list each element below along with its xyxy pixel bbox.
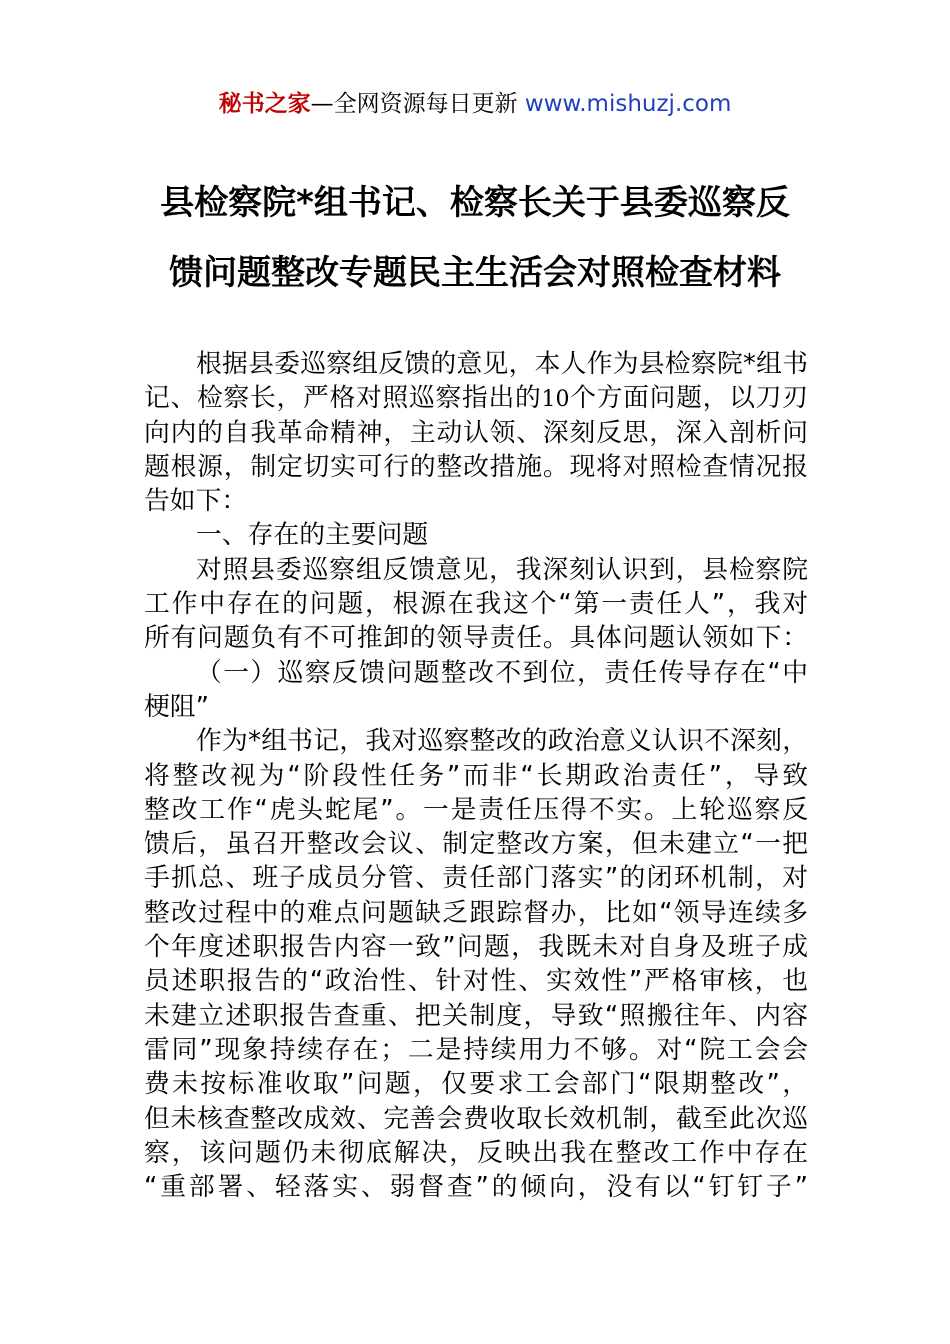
paragraph-line: 但未核查整改成效、完善会费收取长效机制，截至此次巡 (144, 1103, 808, 1134)
numeral: 10 (541, 387, 570, 413)
paragraph-line: 工作中存在的问题，根源在我这个“第一责任人”，我对 (144, 589, 808, 620)
site-url-link[interactable]: www.mishuzj.com (524, 91, 732, 117)
paragraph-line: “重部署、轻落实、弱督查”的倾向，没有以“钉钉子” (144, 1172, 808, 1203)
paragraph-line: 所有问题负有不可推卸的领导责任。具体问题认领如下： (144, 623, 808, 654)
site-tagline: —全网资源每日更新 (310, 91, 525, 117)
paragraph-line: 费未按标准收取”问题，仅要求工会部门“限期整改”， (144, 1069, 808, 1100)
paragraph-line: 整改过程中的难点问题缺乏跟踪督办，比如“领导连续多 (144, 897, 808, 928)
document-title (0, 168, 950, 308)
paragraph-line: 向内的自我革命精神，主动认领、深刻反思，深入剖析问 (144, 417, 808, 448)
document-body (144, 347, 808, 1204)
site-header (0, 86, 950, 122)
title-line: 县检察院*组书记、检察长关于县委巡察反 (160, 183, 790, 223)
paragraph-line: 馈后，虽召开整改会议、制定整改方案，但未建立“一把 (144, 829, 808, 860)
paragraph-line: 手抓总、班子成员分管、责任部门落实”的闭环机制，对 (144, 863, 808, 894)
paragraph-line: 题根源，制定切实可行的整改措施。现将对照检查情况报 (144, 451, 808, 482)
paragraph-line: 作为*组书记，我对巡察整改的政治意义认识不深刻， (196, 726, 808, 757)
paragraph-line: 未建立述职报告查重、把关制度，导致“照搬往年、内容 (144, 1000, 808, 1031)
paragraph-line: 告如下： (144, 486, 248, 517)
section-heading: 一、存在的主要问题 (196, 520, 429, 551)
paragraph-line: 员述职报告的“政治性、针对性、实效性”严格审核，也 (144, 966, 808, 997)
paragraph-line: 察，该问题仍未彻底解决，反映出我在整改工作中存在 (144, 1137, 808, 1168)
paragraph-line: 记、检察长，严格对照巡察指出的10个方面问题，以刀刃 (144, 383, 808, 414)
subsection-heading: 梗阻” (144, 691, 209, 722)
paragraph-line: 根据县委巡察组反馈的意见，本人作为县检察院*组书 (196, 349, 808, 379)
paragraph-line: 将整改视为“阶段性任务”而非“长期政治责任”，导致 (144, 760, 808, 791)
site-brand: 秘书之家 (218, 91, 311, 117)
paragraph-line: 雷同”现象持续存在；二是持续用力不够。对“院工会会 (144, 1034, 808, 1065)
paragraph-line: 个年度述职报告内容一致”问题，我既未对自身及班子成 (144, 932, 808, 963)
paragraph-line: 整改工作“虎头蛇尾”。一是责任压得不实。上轮巡察反 (144, 794, 808, 825)
subsection-heading: （一）巡察反馈问题整改不到位，责任传导存在“中 (196, 657, 808, 688)
title-line: 馈问题整改专题民主生活会对照检查材料 (169, 253, 781, 293)
paragraph-line: 对照县委巡察组反馈意见，我深刻认识到，县检察院 (196, 554, 808, 585)
